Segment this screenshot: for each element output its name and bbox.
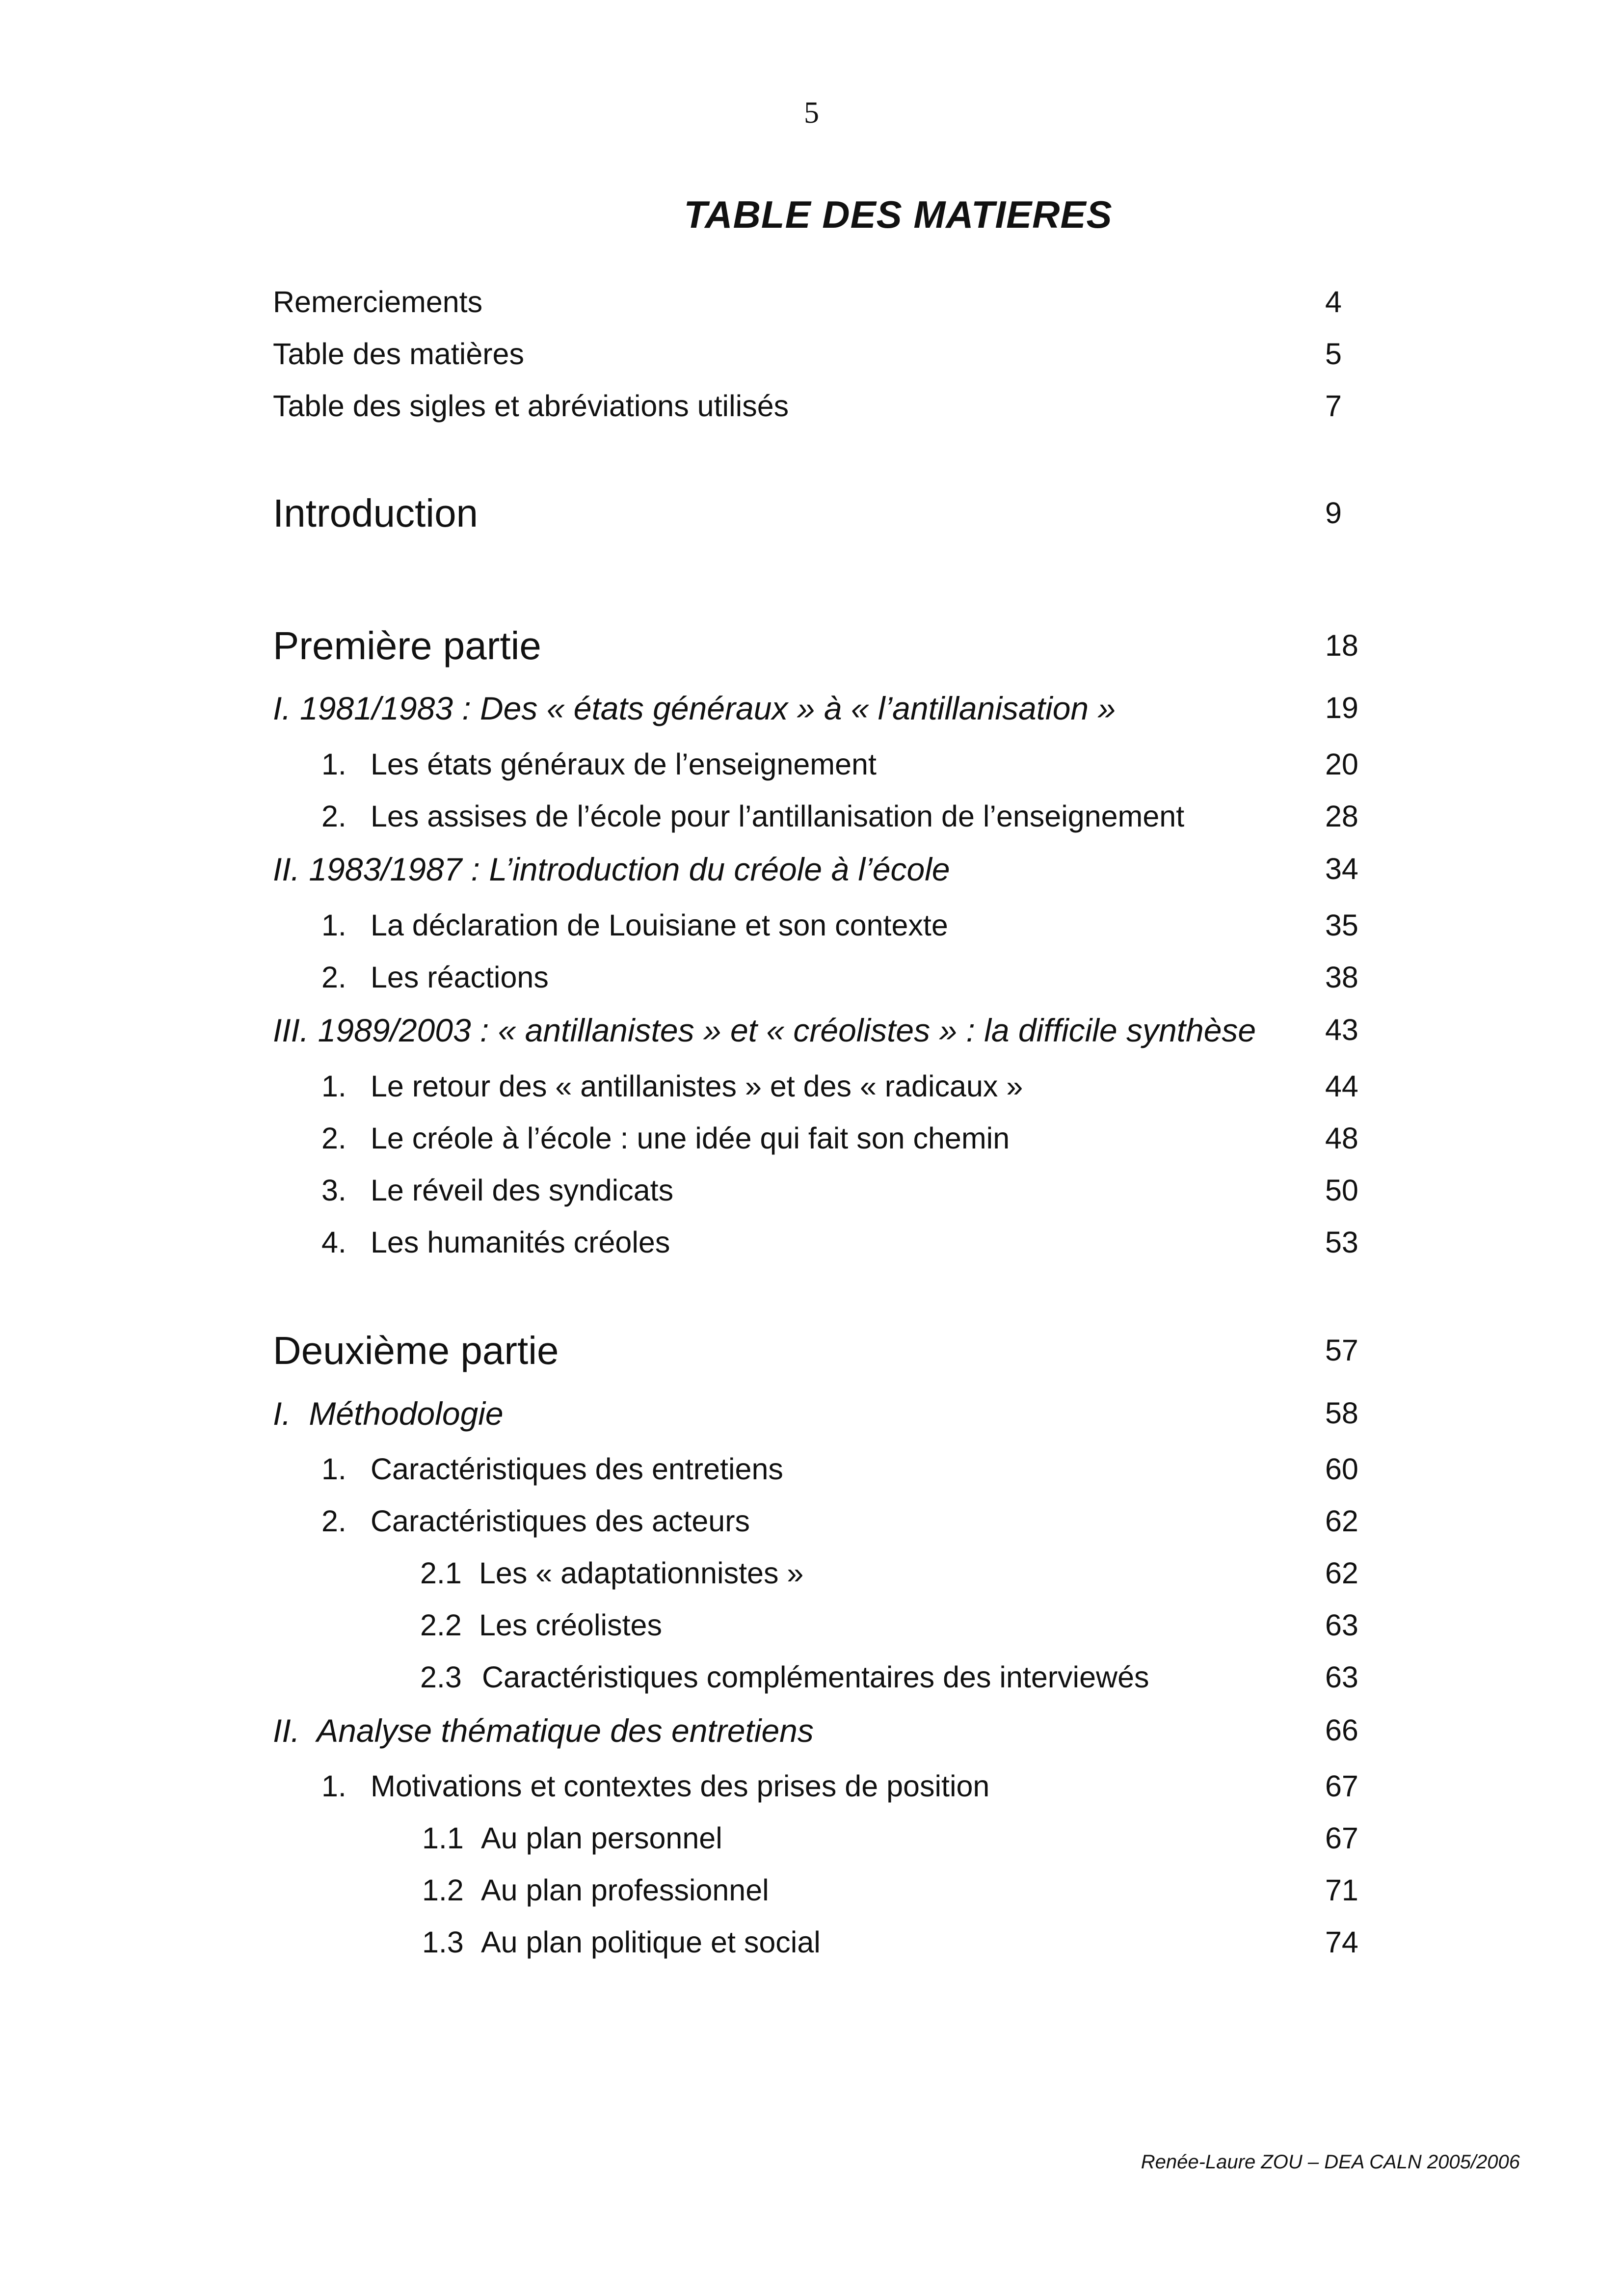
toc-page-number: 67 xyxy=(1325,1821,1358,1855)
toc-entry-label: Le créole à l’école : une idée qui fait son chemin xyxy=(371,1121,1010,1155)
toc-page-number: 5 xyxy=(1325,337,1342,371)
toc-entry-label: Les humanités créoles xyxy=(371,1226,670,1259)
toc-page-number: 19 xyxy=(1325,691,1358,724)
toc-entry-label: Remerciements xyxy=(273,285,483,319)
toc-page-number: 60 xyxy=(1325,1452,1358,1486)
toc-page-number: 35 xyxy=(1325,908,1358,942)
toc-entry-label: La déclaration de Louisiane et son contexte xyxy=(371,908,948,942)
toc-page-number: 38 xyxy=(1325,961,1358,994)
toc-page-number: 53 xyxy=(1325,1226,1358,1259)
toc-subsection-number: 1.1 xyxy=(422,1821,464,1855)
toc-page-number: 74 xyxy=(1325,1925,1358,1959)
toc-entry-label: Les assises de l’école pour l’antillanisation de l’enseignement xyxy=(371,800,1185,833)
toc-entry-label: Introduction xyxy=(273,491,479,535)
toc-subsection-number: 2.1 xyxy=(420,1556,462,1590)
toc-page-number: 67 xyxy=(1325,1769,1358,1803)
toc-entry-label: Le réveil des syndicats xyxy=(371,1174,674,1207)
toc-entry-label: Les « adaptationnistes » xyxy=(479,1556,804,1590)
toc-section-number: 2. xyxy=(321,1121,346,1155)
toc-section-number: 4. xyxy=(321,1226,346,1259)
toc-page-number: 71 xyxy=(1325,1873,1358,1907)
toc-entry-label: Caractéristiques des entretiens xyxy=(371,1452,783,1486)
toc-page-number: 63 xyxy=(1325,1660,1358,1694)
toc-page-number: 28 xyxy=(1325,800,1358,833)
toc-page-number: 63 xyxy=(1325,1608,1358,1642)
toc-page-number: 62 xyxy=(1325,1556,1358,1590)
page-footer: Renée-Laure ZOU – DEA CALN 2005/2006 xyxy=(1141,2151,1520,2173)
toc-entry-label: Table des matières xyxy=(273,337,524,371)
toc-section-number: 2. xyxy=(321,961,346,994)
toc-page-number: 4 xyxy=(1325,285,1342,319)
toc-section-number: 1. xyxy=(321,1069,346,1103)
toc-entry-label: Au plan professionnel xyxy=(481,1873,769,1907)
toc-subsection-number: 1.2 xyxy=(422,1873,464,1907)
toc-page-number: 43 xyxy=(1325,1013,1358,1046)
toc-page-number: 58 xyxy=(1325,1396,1358,1430)
toc-entry-label: Caractéristiques des acteurs xyxy=(371,1504,750,1538)
toc-page-number: 9 xyxy=(1325,496,1342,530)
toc-entry-label: Première partie xyxy=(273,624,541,667)
toc-page-number: 18 xyxy=(1325,629,1358,662)
toc-page-number: 44 xyxy=(1325,1069,1358,1103)
toc-entry-label: III. 1989/2003 : « antillanistes » et « créolistes » : la difficile synthèse xyxy=(273,1012,1256,1048)
toc-page-number: 66 xyxy=(1325,1713,1358,1747)
toc-entry-label: I. 1981/1983 : Des « états généraux » à « l’antillanisation » xyxy=(273,690,1116,726)
toc-entry-label: Au plan personnel xyxy=(481,1821,722,1855)
toc-entry-label: II. 1983/1987 : L’introduction du créole à l’école xyxy=(273,851,950,887)
toc-page-number: 50 xyxy=(1325,1174,1358,1207)
toc-page-number: 34 xyxy=(1325,852,1358,885)
toc-page-number: 62 xyxy=(1325,1504,1358,1538)
toc-entry-label: Les états généraux de l’enseignement xyxy=(371,748,877,781)
toc-section-number: 1. xyxy=(321,1769,346,1803)
toc-entry-label: II. Analyse thématique des entretiens xyxy=(273,1712,814,1749)
toc-entry-label: Au plan politique et social xyxy=(481,1925,821,1959)
toc-section-number: 1. xyxy=(321,748,346,781)
toc-entry-label: Caractéristiques complémentaires des interviewés xyxy=(482,1660,1149,1694)
toc-section-number: 1. xyxy=(321,1452,346,1486)
toc-section-number: 2. xyxy=(321,800,346,833)
toc-subsection-number: 1.3 xyxy=(422,1925,464,1959)
toc-page-number: 20 xyxy=(1325,748,1358,781)
toc-entry-label: I. Méthodologie xyxy=(273,1395,504,1432)
toc-entry-label: Les réactions xyxy=(371,961,549,994)
toc-entry-label: Le retour des « antillanistes » et des « radicaux » xyxy=(371,1069,1023,1103)
toc-page-number: 57 xyxy=(1325,1334,1358,1367)
toc-entry-label: Table des sigles et abréviations utilisés xyxy=(273,389,789,423)
page-title: TABLE DES MATIERES xyxy=(684,193,1113,236)
toc-section-number: 1. xyxy=(321,908,346,942)
toc-page-number: 7 xyxy=(1325,389,1342,423)
toc-page-number: 48 xyxy=(1325,1121,1358,1155)
toc-section-number: 3. xyxy=(321,1174,346,1207)
toc-subsection-number: 2.2 xyxy=(420,1608,462,1642)
toc-subsection-number: 2.3 xyxy=(420,1660,462,1694)
toc-entry-label: Deuxième partie xyxy=(273,1329,559,1372)
page-number: 5 xyxy=(804,96,819,130)
toc-section-number: 2. xyxy=(321,1504,346,1538)
toc-entry-label: Motivations et contextes des prises de position xyxy=(371,1769,990,1803)
toc-entry-label: Les créolistes xyxy=(479,1608,662,1642)
